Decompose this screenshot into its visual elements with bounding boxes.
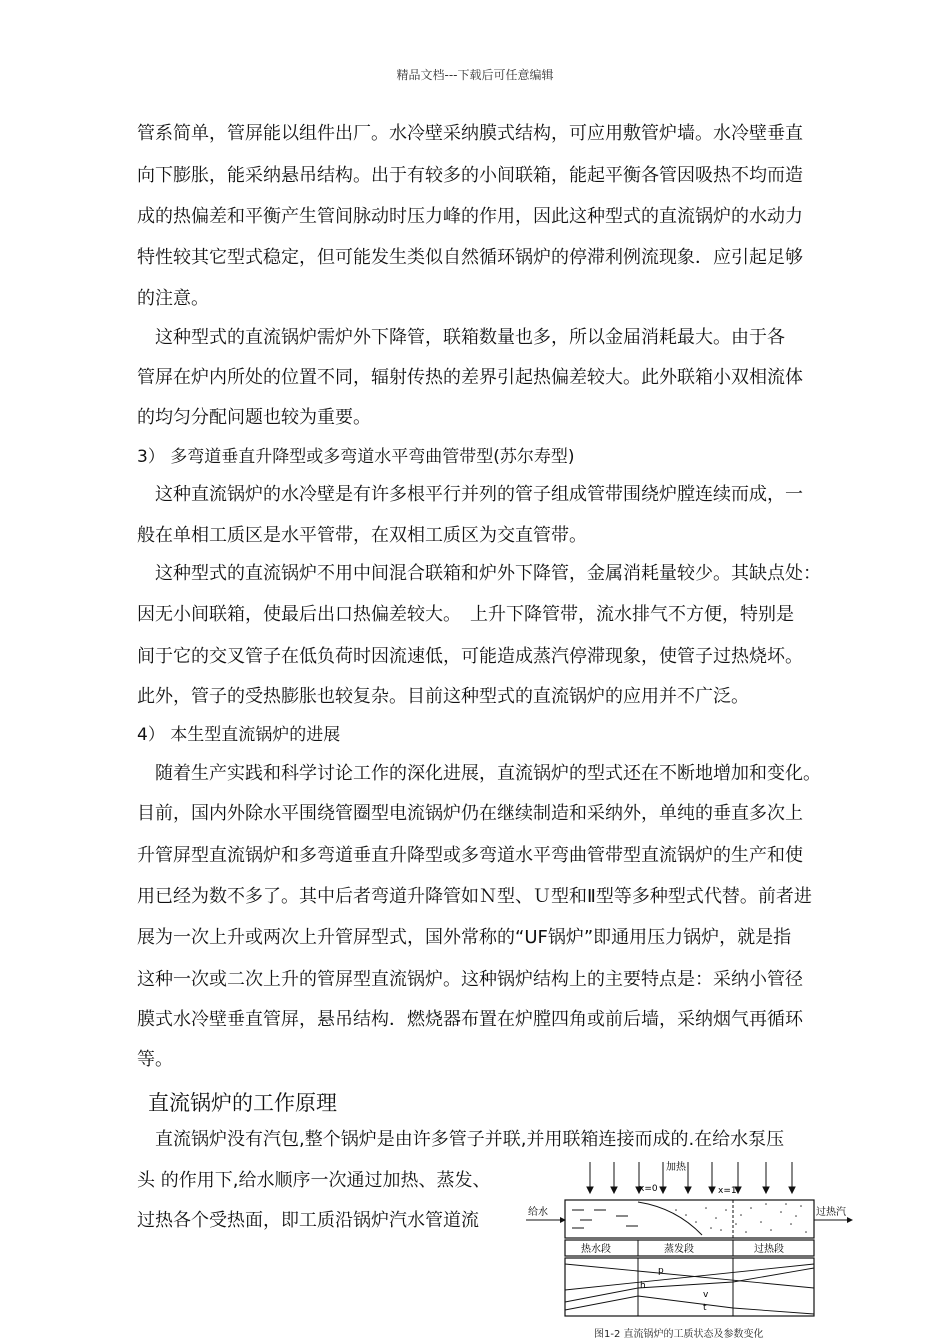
text-line: 这种型式的直流锅炉需炉外下降管，联箱数量也多，所以金届消耗最大。由于各 <box>137 327 785 348</box>
heat-label: 加热 <box>666 1162 686 1173</box>
text-line: 膜式水冷壁垂直管屏，悬吊结构．燃烧器布置在炉膛四角或前后墙，采纳烟气再循环 <box>137 1009 803 1030</box>
water-dashes <box>572 1210 638 1228</box>
figure-caption: 图1-2 直流锅炉的工质状态及参数变化 <box>594 1329 764 1340</box>
text-line: 特性较其它型式稳定，但可能发生类似自然循环锅炉的停滞利例流现象．应引起足够 <box>137 247 803 268</box>
curve-h-label: h <box>640 1281 646 1291</box>
x0-label: x=0 <box>639 1184 658 1194</box>
section-heating: 热水段 <box>581 1244 611 1255</box>
text-line: 此外，管子的受热膨胀也较复杂。目前这种型式的直流锅炉的应用并不广泛。 <box>137 686 749 707</box>
list-heading-3: 3） 多弯道垂直升降型或多弯道水平弯曲管带型(苏尔寿型) <box>137 447 575 467</box>
boundary-curve <box>638 1202 702 1235</box>
x1-label: x=1 <box>718 1186 737 1196</box>
text-line: 随着生产实践和科学讨论工作的深化进展，直流锅炉的型式还在不断地增加和变化。 <box>137 763 821 784</box>
text-line: 用已经为数不多了。其中后者弯道升降管如Ｎ型、Ｕ型和Ⅱ型等多种型式代替。前者进 <box>137 886 812 907</box>
curve-t-label: t <box>703 1303 707 1313</box>
tube-box <box>565 1200 814 1238</box>
list-heading-4: 4） 本生型直流锅炉的进展 <box>137 725 341 745</box>
heat-arrows <box>587 1162 795 1193</box>
inlet-label: 给水 <box>528 1207 548 1218</box>
page-header: 精品文档---下载后可任意编辑 <box>396 68 554 82</box>
section-superheating: 过热段 <box>754 1244 784 1255</box>
boiler-diagram <box>526 1160 856 1342</box>
intro-line: 直流锅炉没有汽包,整个锅炉是由许多管子并联,并用联箱连接而成的.在给水泵压 <box>137 1129 785 1150</box>
text-line: 因无小间联箱，使最后出口热偏差较大。 上升下降管带，流水排气不方便，特别是 <box>137 604 794 625</box>
curve-p-label: p <box>658 1266 664 1276</box>
text-line: 这种直流锅炉的水冷壁是有许多根平行并列的管子组成管带围绕炉膛连续而成，一 <box>137 484 803 505</box>
outlet-label: 过热汽 <box>816 1207 846 1218</box>
text-line: 这种一次或二次上升的管屏型直流锅炉。这种锅炉结构上的主要特点是：采纳小管径 <box>137 969 803 990</box>
text-line: 这种型式的直流锅炉不用中间混合联箱和炉外下降管，金属消耗量较少。其缺点处： <box>137 563 821 584</box>
parameter-curves <box>565 1264 814 1314</box>
text-line: 成的热偏差和平衡产生管间脉动时压力峰的作用，因此这种型式的直流锅炉的水动力 <box>137 206 803 227</box>
text-line: 等。 <box>137 1049 173 1070</box>
intro-line: 头 的作用下,给水顺序一次通过加热、蒸发、 <box>137 1170 491 1191</box>
text-line: 向下膨胀，能采纳悬吊结构。出于有较多的小间联箱，能起平衡各管因吸热不均而造 <box>137 165 803 186</box>
text-line: 的均匀分配问题也较为重要。 <box>137 407 371 428</box>
section-title: 直流锅炉的工作原理 <box>148 1091 337 1115</box>
text-line: 展为一次上升或两次上升管屏型式，国外常称的“UF锅炉”即通用压力锅炉，就是指 <box>137 927 792 948</box>
curve-v-label: v <box>703 1290 709 1300</box>
intro-line: 过热各个受热面，即工质沿锅炉汽水管道流 <box>137 1210 479 1231</box>
text-line: 的注意。 <box>137 288 209 309</box>
section-evaporating: 蒸发段 <box>664 1244 694 1255</box>
parameter-box <box>565 1258 814 1316</box>
text-line: 管屏在炉内所处的位置不同，辐射传热的差界引起热偏差较大。此外联箱小双相流体 <box>137 367 803 388</box>
text-line: 间于它的交叉管子在低负荷时因流速低，可能造成蒸汽停滞现象，使管子过热烧坏。 <box>137 646 803 667</box>
text-line: 般在单相工质区是水平管带，在双相工质区为交直管带。 <box>137 525 587 546</box>
text-line: 目前，国内外除水平围绕管圈型电流锅炉仍在继续制造和采纳外，单纯的垂直多次上 <box>137 803 803 824</box>
text-line: 管系简单，管屏能以组件出厂。水冷壁采纳膜式结构，可应用敷管炉墙。水冷壁垂直 <box>137 123 803 144</box>
text-line: 升管屏型直流锅炉和多弯道垂直升降型或多弯道水平弯曲管带型直流锅炉的生产和使 <box>137 845 803 866</box>
